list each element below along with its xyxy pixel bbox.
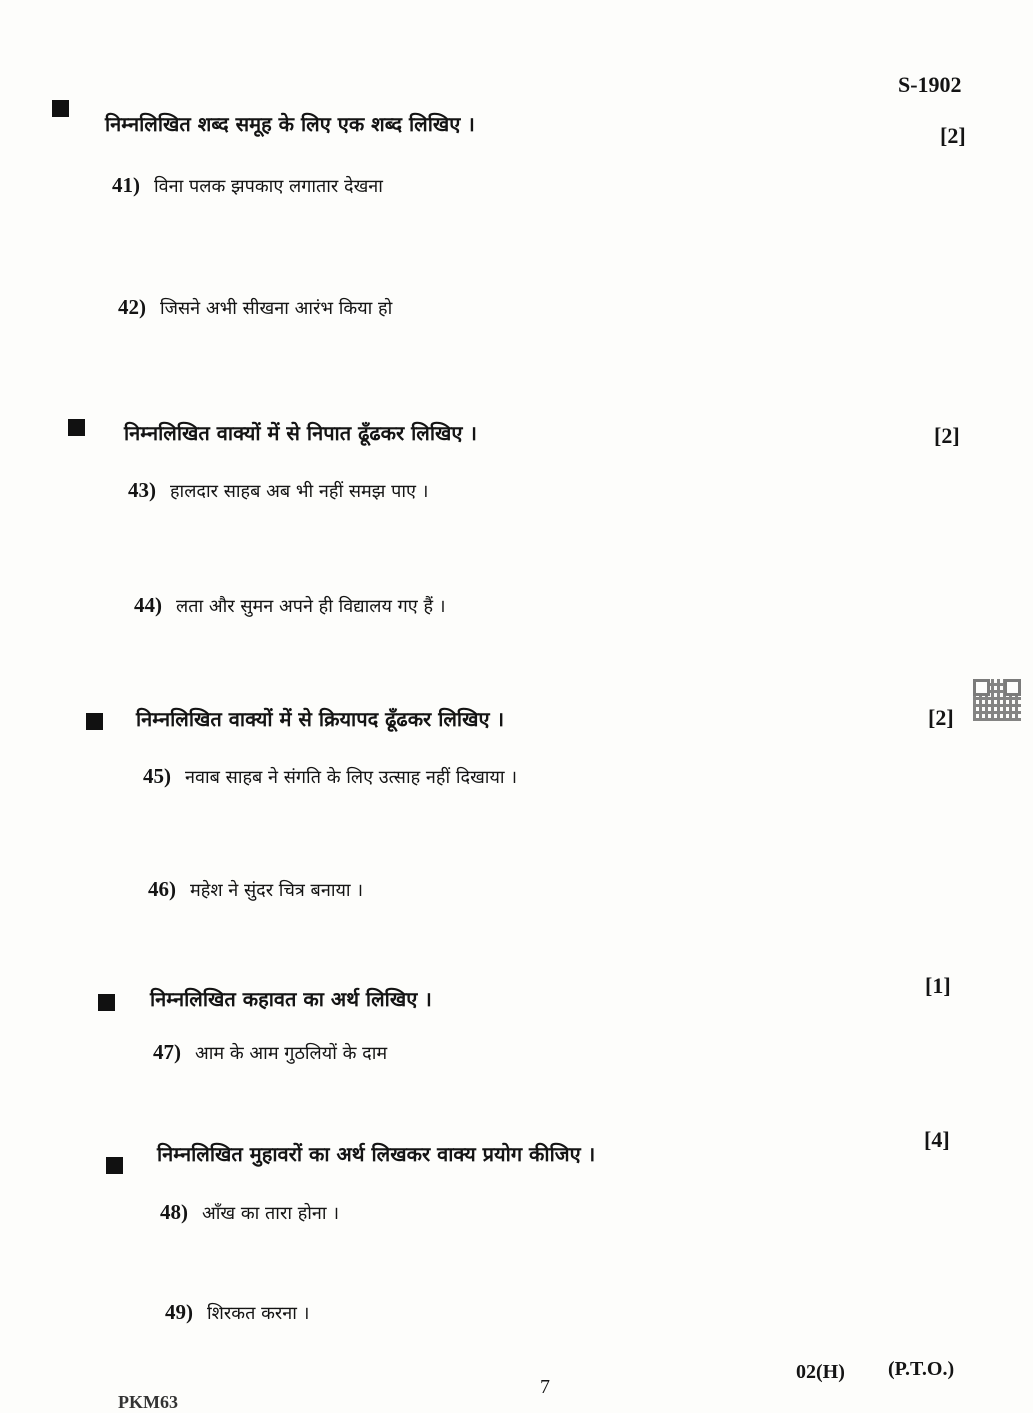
- question-42: [118, 295, 392, 320]
- section-bullet: [52, 100, 69, 117]
- question-44: [134, 593, 446, 618]
- page-number: 7: [540, 1376, 550, 1398]
- question-text: हालदार साहब अब भी नहीं समझ पाए ।: [170, 481, 429, 502]
- subject-code: 02(H): [796, 1361, 845, 1383]
- section-marks: [2]: [934, 423, 960, 448]
- section-bullet: [98, 994, 115, 1011]
- section-heading: निम्नलिखित शब्द समूह के लिए एक शब्द लिखिए ।: [105, 112, 475, 136]
- question-47: [153, 1040, 387, 1065]
- qr-code: [973, 679, 1021, 721]
- question-text: शिरकत करना ।: [207, 1303, 310, 1324]
- question-43: [128, 478, 428, 503]
- question-number: 48): [160, 1200, 188, 1224]
- question-41: [112, 173, 383, 198]
- question-number: 47): [153, 1040, 181, 1064]
- paper-code: S-1902: [898, 72, 962, 97]
- question-text: जिसने अभी सीखना आरंभ किया हो: [160, 298, 393, 319]
- question-text: महेश ने सुंदर चित्र बनाया ।: [190, 880, 364, 901]
- question-48: [160, 1200, 339, 1225]
- section-marks: [2]: [928, 705, 954, 730]
- section-bullet: [106, 1157, 123, 1174]
- question-number: 41): [112, 173, 140, 197]
- question-number: 43): [128, 478, 156, 502]
- section-bullet: [68, 419, 85, 436]
- section-heading: निम्नलिखित वाक्यों में से निपात ढूँढकर लिखिए ।: [124, 421, 477, 445]
- question-text: नवाब साहब ने संगति के लिए उत्साह नहीं दिखाया ।: [185, 767, 518, 788]
- question-text: आँख का तारा होना ।: [202, 1203, 340, 1224]
- question-text: लता और सुमन अपने ही विद्यालय गए हैं ।: [176, 596, 446, 617]
- question-text: विना पलक झपकाए लगातार देखना: [154, 176, 383, 197]
- section-bullet: [86, 713, 103, 730]
- pto-label: (P.T.O.): [888, 1358, 955, 1380]
- question-number: 44): [134, 593, 162, 617]
- question-number: 49): [165, 1300, 193, 1324]
- question-45: [143, 764, 517, 789]
- question-text: आम के आम गुठलियों के दाम: [195, 1043, 388, 1064]
- question-number: 46): [148, 877, 176, 901]
- section-heading: निम्नलिखित मुहावरों का अर्थ लिखकर वाक्य प्रयोग कीजिए ।: [157, 1142, 596, 1166]
- question-number: 42): [118, 295, 146, 319]
- section-marks: [4]: [924, 1127, 950, 1152]
- question-number: 45): [143, 764, 171, 788]
- section-heading: निम्नलिखित वाक्यों में से क्रियापद ढूँढकर लिखिए ।: [136, 707, 505, 731]
- section-marks: [2]: [940, 123, 966, 148]
- cut-code: PKM63: [118, 1392, 178, 1412]
- section-marks: [1]: [925, 973, 951, 998]
- question-46: [148, 877, 363, 902]
- question-49: [165, 1300, 309, 1325]
- section-heading: निम्नलिखित कहावत का अर्थ लिखिए ।: [150, 987, 432, 1011]
